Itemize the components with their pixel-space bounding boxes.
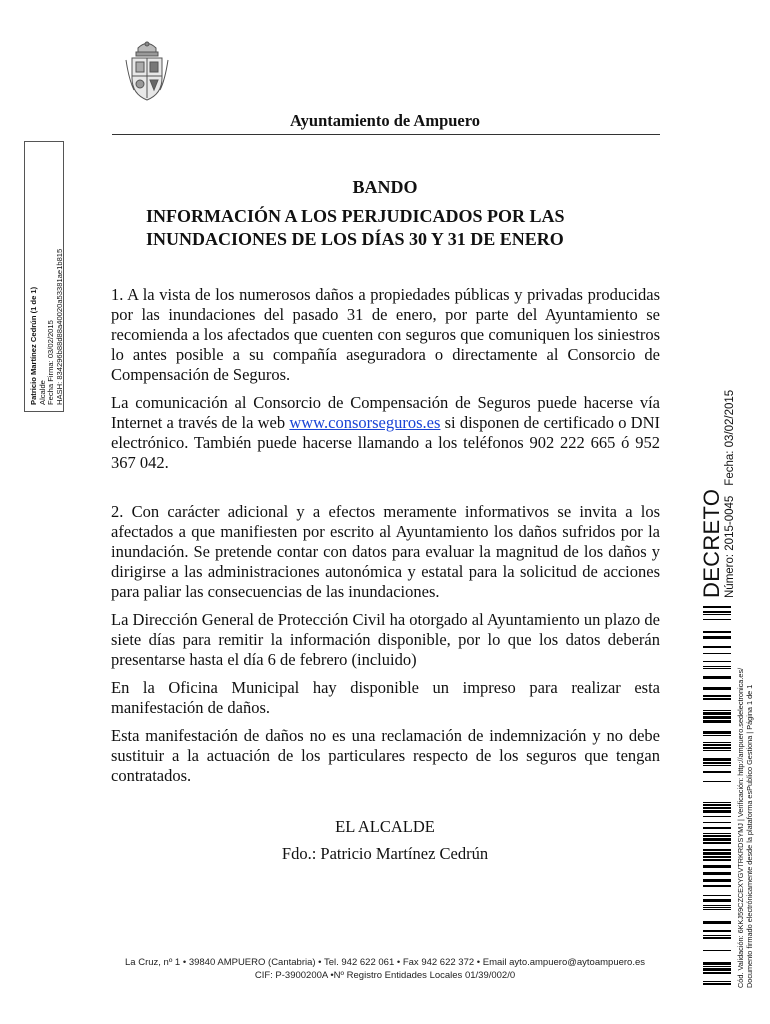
page-footer	[0, 957, 770, 982]
consorseguros-link[interactable]: www.consorseguros.es	[289, 413, 441, 432]
signature-block	[0, 813, 770, 867]
document-subject: INFORMACIÓN A LOS PERJUDICADOS POR LAS INUNDACIONES DE LOS DÍAS 30 Y 31 DE ENERO	[146, 206, 565, 249]
section-1	[111, 285, 660, 481]
paragraph-6: Esta manifestación de daños no es una reclamación de indemnización y no debe sustituir a la actuación de los particulares respecto de los seguros que tengan contratados.	[111, 726, 660, 785]
organization-name: Ayuntamiento de Ampuero	[289, 111, 481, 130]
paragraph-2-text-a: La comunicación al Consorcio de Compensación de Seguros puede hacerse vía Internet a través de la web	[111, 393, 660, 432]
validation-line-2: Documento firmado electrónicamente desde la plataforma esPublico Gestiona | Página 1 de 1	[744, 684, 754, 988]
footer-registry: CIF: P-3900200A •Nº Registro Entidades Locales 01/39/002/0	[254, 969, 516, 981]
decree-stamp	[701, 390, 737, 598]
barcode-icon	[703, 606, 731, 990]
stamp-date: Fecha Firma: 03/02/2015	[46, 320, 55, 405]
stamp-role: Alcalde	[37, 380, 47, 405]
decree-date: Fecha: 03/02/2015	[724, 389, 736, 486]
validation-line-1: Cód. Validación: 6KKJ59CZCEXYGVTRKRDSYMJ | Verificación: http://ampuero.sedelectronica.es/	[736, 667, 745, 988]
signed-by: Fdo.: Patricio Martínez Cedrún	[281, 844, 489, 863]
section-2	[111, 502, 660, 794]
footer-address: La Cruz, nº 1 • 39840 AMPUERO (Cantabria) • Tel. 942 622 061 • Fax 942 622 372 • Email ayto.ampuero@aytoampuero.es	[125, 957, 645, 968]
coat-of-arms-icon	[124, 40, 170, 102]
document-title: BANDO	[352, 177, 418, 197]
stamp-hash: HASH: 834296b88d88a40020a53381ae1b815	[54, 248, 64, 405]
paragraph-5: En la Oficina Municipal hay disponible un impreso para realizar esta manifestación de daños.	[111, 678, 660, 717]
header-divider	[112, 134, 660, 135]
paragraph-2-text-b: si disponen de certificado o DNI electrónico. También puede hacerse llamando a los teléfonos 902 222 665 ó 952 367 042.	[111, 413, 660, 472]
decree-label: DECRETO	[699, 488, 724, 598]
paragraph-4: La Dirección General de Protección Civil ha otorgado al Ayuntamiento un plazo de siete días para remitir la información disponible, por lo que los datos deberán presentarse hasta el día 6 de febrero (incluido)	[111, 610, 660, 669]
signature-title: EL ALCALDE	[335, 817, 435, 836]
paragraph-3: 2. Con carácter adicional y a efectos meramente informativos se invita a los afectados a que manifiesten por escrito al Ayuntamiento los daños sufridos por la inundación. Se pretende contar con datos para evaluar la magnitud de los daños y dirigirse a las administraciones autonómica y estatal para la solicitud de acciones para paliar las consecuencias de las inundaciones.	[111, 502, 660, 601]
decree-number: Número: 2015-0045	[724, 495, 736, 598]
paragraph-1: 1. A la vista de los numerosos daños a propiedades públicas y privadas producidas por las inundaciones del pasado 31 de enero, por parte del Ayuntamiento se recomienda a los afectados que cuenten con seguros que comuniquen los siniestros lo antes posible a su compañía aseguradora o directamente al Consorcio de Compensación de Seguros.	[111, 285, 660, 384]
stamp-signer: Patricio Martínez Cedrún (1 de 1)	[29, 286, 38, 405]
paragraph-2	[111, 393, 660, 473]
